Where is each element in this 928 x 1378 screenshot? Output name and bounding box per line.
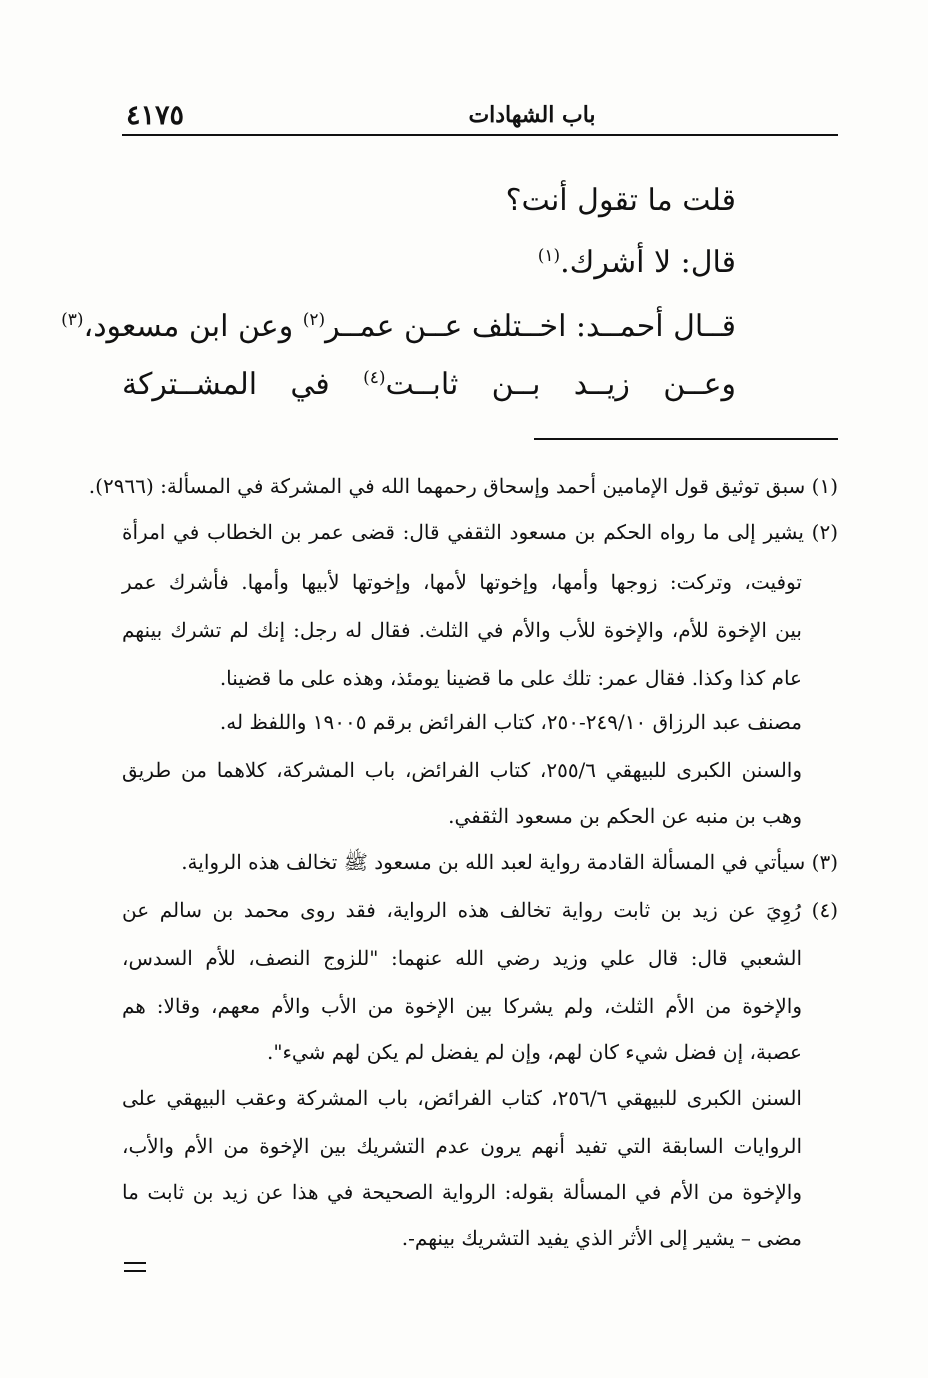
footnote-4-source: السنن الكبرى للبيهقي ٢٥٦/٦، كتاب الفرائض، باب المشركة وعقب البيهقي على — [122, 1086, 802, 1110]
footnote-separator — [534, 438, 838, 440]
main-line-3-part-a: قــال أحمــد: اخــتلف عــن عمــر — [325, 309, 736, 344]
footnote-2-source: وهب بن منبه عن الحكم بن مسعود الثقفي. — [448, 804, 802, 828]
main-line-1: قلت ما تقول أنت؟ — [505, 183, 736, 218]
running-title: باب الشهادات — [468, 102, 596, 128]
main-line-4-part-b: في المشــتركة — [122, 367, 364, 402]
main-line-4-part-a: وعــن زيــد بــن ثابــت — [385, 367, 736, 402]
footnote-4-source: مضى – يشير إلى الأثر الذي يفيد التشريك بينهم-. — [401, 1226, 802, 1250]
footnote-ref-3: (٣) — [61, 310, 84, 330]
footnote-ref-1: (١) — [537, 246, 561, 266]
page-header — [122, 96, 838, 136]
footnote-ref-2: (٢) — [302, 310, 326, 330]
footnote-2-line: توفيت، وتركت: زوجها وأمها، وإخوتها لأمها، وإخوتها لأبيها وأمها. فأشرك عمر — [122, 570, 802, 594]
main-line-2 — [122, 234, 736, 292]
footnote-4-line: عصبة، إن فضل شيء كان لهم، وإن لم يفضل لم يكن لهم شيء". — [266, 1040, 802, 1064]
footnote-1: (١) سبق توثيق قول الإمامين أحمد وإسحاق رحمهما الله في المشركة في المسألة: (٢٩٦٦). — [88, 474, 838, 498]
footnote-4-line: (٤) رُوِيَ عن زيد بن ثابت رواية تخالف هذه الرواية، فقد روى محمد بن سالم عن — [122, 898, 838, 922]
page-number: ٤١٧٥ — [126, 100, 185, 131]
footnote-2-line: عام كذا وكذا. فقال عمر: تلك على ما قضينا يومئذ، وهذه على ما قضينا. — [219, 666, 802, 690]
footnote-4-line: الشعبي قال: قال علي وزيد رضي الله عنهما: "للزوج النصف، للأم السدس، — [122, 946, 802, 970]
main-line-3-part-b: وعن ابن مسعود، — [83, 309, 303, 344]
footnote-2-line: (٢) يشير إلى ما رواه الحكم بن مسعود الثقفي قال: قضى عمر بن الخطاب في امرأة — [122, 520, 838, 544]
main-line-4 — [122, 356, 736, 414]
footnote-4-source: الروايات السابقة التي تفيد أنهم يرون عدم التشريك بين الإخوة من الأم والأب، — [122, 1134, 802, 1158]
footnote-2-source: والسنن الكبرى للبيهقي ٢٥٥/٦، كتاب الفرائض، باب المشركة، كلاهما من طريق — [122, 758, 802, 782]
footnote-2-line: بين الإخوة للأم، والإخوة للأب والأم في الثلث. فقال له رجل: إنك لم تشرك بينهم — [122, 618, 802, 642]
continuation-mark — [124, 1262, 146, 1274]
footnote-ref-4: (٤) — [363, 368, 386, 388]
footnote-2-source: مصنف عبد الرزاق ٢٤٩/١٠-٢٥٠، كتاب الفرائض برقم ١٩٠٠٥ واللفظ له. — [219, 710, 802, 734]
main-line-2-text: قال: لا أشرك. — [560, 245, 736, 280]
footnote-4-source: والإخوة من الأم في المسألة بقوله: الرواية الصحيحة في هذا عن زيد بن ثابت ما — [122, 1180, 802, 1204]
footnote-3: (٣) سيأتي في المسألة القادمة رواية لعبد الله بن مسعود ﷺ تخالف هذه الرواية. — [181, 850, 838, 874]
footnote-4-line: والإخوة من الأم الثلث، ولم يشركا بين الإخوة من الأب والأم معهم، وقالا: هم — [122, 994, 802, 1018]
main-line-3 — [61, 298, 736, 356]
